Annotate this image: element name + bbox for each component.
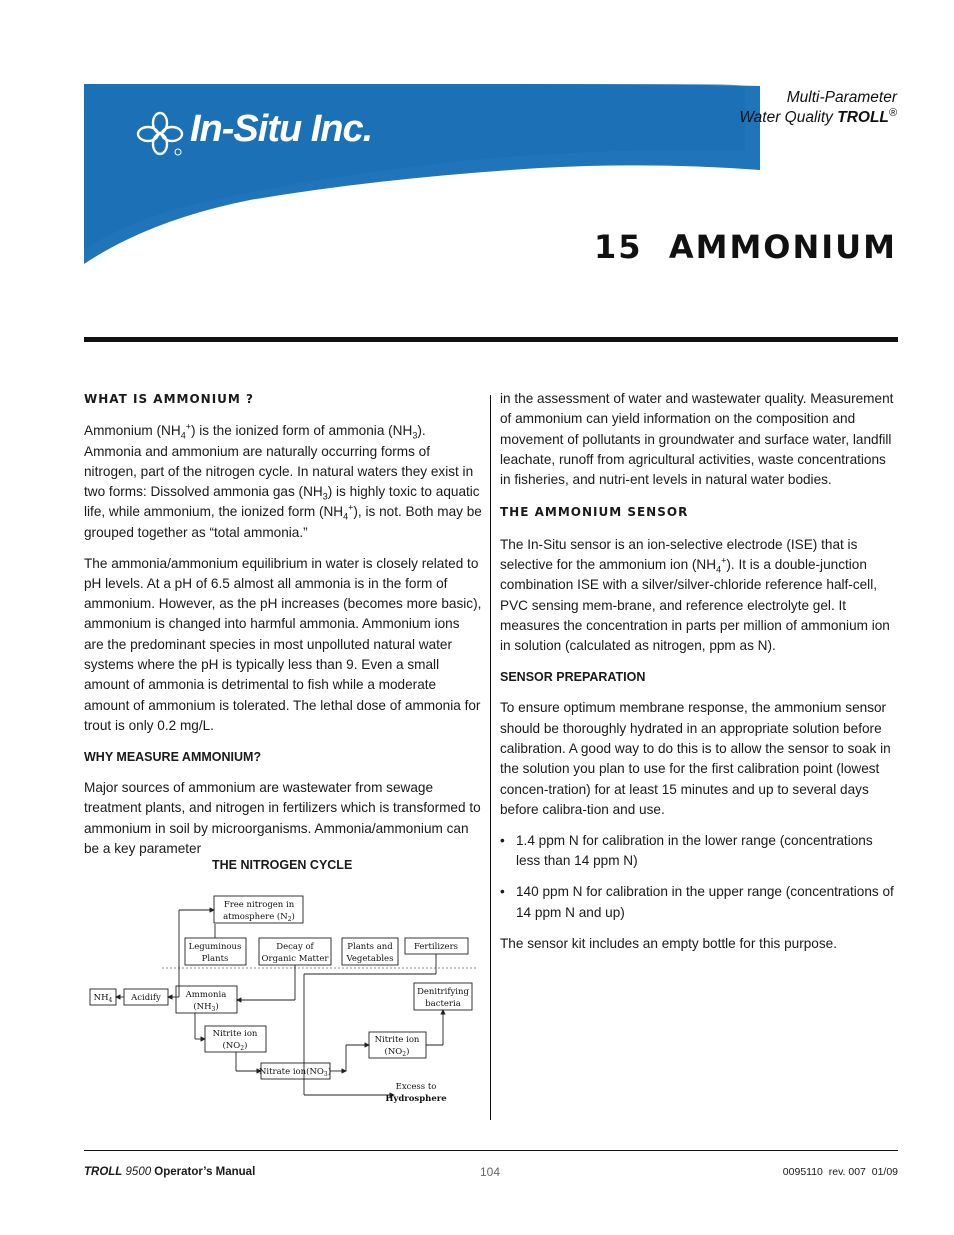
node-ammonia-formula: $(NH_3)$ <box>193 1002 219 1013</box>
footer-brand: TROLL <box>84 1166 123 1178</box>
footer-model: 9500 <box>122 1166 152 1178</box>
node-decay: Decay of <box>276 942 314 952</box>
node-ammonia: Ammonia <box>185 990 227 1000</box>
chapter-title: 15 AMMONIUM <box>594 228 897 266</box>
list-item: • 140 ppm N for calibration in the upper range (concentrations of 14 ppm N and up) <box>516 882 899 923</box>
paragraph-assessment: in the assessment of water and wastewater quality. Measurement of ammonium can yield information on the composition and movement of pollutants in groundwater and surface water, landfill leachate, runoff from agricultural activities, waste concentrations in fisheries, and nutri-ent levels in natural water bodies. <box>500 391 894 488</box>
footer-manual: Operator’s Manual <box>151 1166 256 1178</box>
heading-what-is-ammonium: WHAT IS AMMONIUM ? <box>84 392 254 406</box>
node-nitrite-left-formula: $(NO_2)$ <box>222 1041 248 1052</box>
node-hydrosphere: Hydrosphere <box>385 1094 447 1104</box>
node-nitrite-right-formula: $(NO_2)$ <box>384 1047 410 1058</box>
document-revision: 0095110 rev. 007 01/09 <box>782 1166 898 1178</box>
nitrogen-cycle-diagram <box>84 888 484 1113</box>
node-excess: Excess to <box>395 1082 437 1092</box>
figure-title: THE NITROGEN CYCLE <box>212 858 353 872</box>
node-denitrifying-2: bacteria <box>425 999 461 1009</box>
registered-mark: ® <box>888 106 897 119</box>
node-nitrite-right: Nitrite ion <box>374 1035 420 1045</box>
product-line-1: Multi-Parameter <box>786 89 897 106</box>
in-situ-logo-icon <box>135 110 185 156</box>
node-denitrifying: Denitrifying <box>417 987 469 997</box>
in-situ-logo-text: In-Situ Inc. <box>190 108 373 150</box>
paragraph-kit: The sensor kit includes an empty bottle for this purpose. <box>500 935 837 951</box>
product-name <box>739 88 897 128</box>
node-free-nitrogen: Free nitrogen in <box>223 900 295 910</box>
node-nitrite-left: Nitrite ion <box>212 1029 258 1039</box>
product-prefix: Water Quality <box>739 109 838 126</box>
footer-rule <box>84 1150 898 1151</box>
heading-sensor-preparation: SENSOR PREPARATION <box>500 670 646 685</box>
heading-ammonium-sensor: THE AMMONIUM SENSOR <box>500 505 689 520</box>
header-rule <box>84 337 898 342</box>
calibration-list <box>500 831 899 923</box>
node-leguminous: Leguminous <box>188 942 242 952</box>
column-divider <box>490 395 491 1120</box>
list-item: • 1.4 ppm N for calibration in the lower range (concentrations less than 14 ppm N) <box>516 831 899 872</box>
footer-manual-title <box>84 1166 255 1178</box>
page-number: 104 <box>480 1165 501 1179</box>
heading-why-measure: WHY MEASURE AMMONIUM? <box>84 749 262 764</box>
node-leguminous-2: Plants <box>201 954 229 964</box>
node-fertilizers: Fertilizers <box>413 942 459 952</box>
product-line-2 <box>739 108 897 128</box>
node-plants: Plants and <box>347 942 393 952</box>
node-nh4: $NH_4$ <box>93 993 113 1004</box>
left-column <box>84 388 482 870</box>
paragraph-sensor: The In-Situ sensor is an ion-selective electrode (ISE) that is selective for the ammonium ion $(NH_4^+)$. It is a double-junction combination ISE with a silver/silver-chloride reference half-cell, PVC sensing mem-brane, and reference electrolyte gel. It measures the concentration in parts per million of ammonium ion in solution (calculated as nitrogen, ppm as N). <box>500 536 890 654</box>
node-acidify: Acidify <box>131 993 161 1003</box>
product-brand: TROLL <box>837 109 889 126</box>
node-free-nitrogen-formula: atmosphere $(N_2)$ <box>223 912 295 923</box>
paragraph-equilibrium: The ammonia/ammonium equilibrium in water is closely related to pH levels. At a pH of 6.5 almost all ammonia is in the form of ammonium. However, as the pH increases (becomes more basic), ammonium is changed into harmful ammonia. Ammonium ions are the predominant species in most unpolluted natural water systems where the pH is typically less than 9. Even a small amount of ammonia is detrimental to fish while a moderate amount of ammonium is tolerated. The lethal dose of ammonia for trout is only 0.2 mg/L. <box>84 555 482 733</box>
paragraph-sources: Major sources of ammonium are wastewater from sewage treatment plants, and nitrogen in fertilizers which is transformed to ammonium in soil by microorganisms. Ammonia/ammonium can be a key parameter <box>84 780 481 856</box>
right-column <box>500 389 899 965</box>
node-plants-2: Vegetables <box>346 954 394 964</box>
node-decay-2: Organic Matter <box>261 954 329 964</box>
paragraph-definition: Ammonium $(NH_4^+)$ is the ionized form of ammonia $(NH_3)$. Ammonia and ammonium are naturally occurring forms of nitrogen, part of the nitrogen cycle. In natural waters they exist in two forms: Dissolved ammonia gas $(NH_3)$ is highly toxic to aquatic life, while ammonium, the ionized form $(NH_4^+)$, is not. Both may be grouped together as “total ammonia.” <box>84 421 482 540</box>
node-nitrate: Nitrate $ion(NO_3)$ <box>258 1067 332 1078</box>
paragraph-preparation: To ensure optimum membrane response, the ammonium sensor should be thoroughly hydrated in an appropriate solution before calibration. A good way to do this is to allow the sensor to soak in the solution you plan to use for the first calibration point (lowest concen-tration) for at least 15 minutes and up to several days before calibra-tion and use. <box>500 700 891 817</box>
